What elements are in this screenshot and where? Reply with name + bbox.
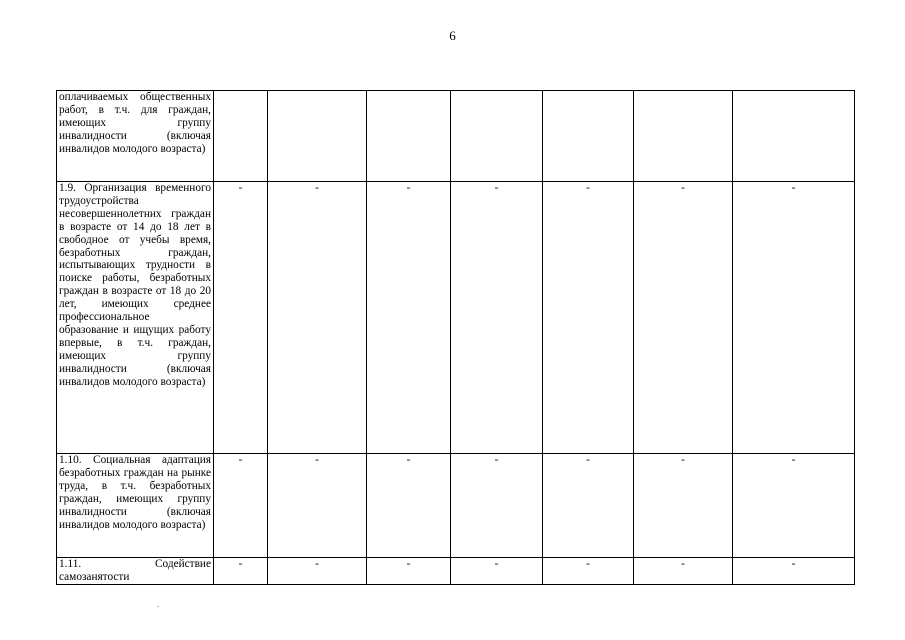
table-cell xyxy=(733,91,855,182)
table-cell: - xyxy=(634,182,733,454)
table-cell: - xyxy=(543,558,634,585)
row-label: 1.9. Организация временного трудоустройства несовершеннолетних граждан в возрасте от 14 до 18 лет в свободное от учебы время, безработных граждан, испытывающих трудности в поиске работы, безработных граждан в возрасте от 18 до 20 лет, имеющих среднее профессиональное образование и ищущих работу впервые, в т.ч. граждан, имеющих группу инвалидности (включая инвалидов молодого возраста) xyxy=(57,182,214,454)
measures-table xyxy=(56,90,855,585)
table-cell: - xyxy=(451,558,543,585)
table-cell: - xyxy=(451,182,543,454)
table-cell: - xyxy=(733,558,855,585)
scan-artifact xyxy=(157,606,159,607)
table-cell: - xyxy=(214,558,268,585)
table-row xyxy=(57,91,855,182)
table-cell: - xyxy=(543,454,634,558)
table-cell: - xyxy=(634,454,733,558)
table-cell: - xyxy=(214,454,268,558)
table-cell: - xyxy=(451,454,543,558)
table-cell: - xyxy=(634,558,733,585)
table-cell xyxy=(634,91,733,182)
table-cell: - xyxy=(543,182,634,454)
table-row xyxy=(57,182,855,454)
table-cell: - xyxy=(268,454,367,558)
page-number: 6 xyxy=(449,28,456,43)
table-cell: - xyxy=(367,454,451,558)
table-cell xyxy=(214,91,268,182)
table-cell: - xyxy=(214,182,268,454)
table-cell: - xyxy=(733,454,855,558)
table-cell xyxy=(543,91,634,182)
table-cell: - xyxy=(268,558,367,585)
table-cell: - xyxy=(367,558,451,585)
table-cell: - xyxy=(733,182,855,454)
row-label: 1.11. Содействие самозанятости xyxy=(57,558,214,585)
table-row xyxy=(57,558,855,585)
table-cell: - xyxy=(268,182,367,454)
table-cell xyxy=(367,91,451,182)
row-label: 1.10. Социальная адаптация безработных граждан на рынке труда, в т.ч. безработных граждан, имеющих группу инвалидности (включая инвалидов молодого возраста) xyxy=(57,454,214,558)
table-row xyxy=(57,454,855,558)
row-label: оплачиваемых общественных работ, в т.ч. для граждан, имеющих группу инвалидности (включая инвалидов молодого возраста) xyxy=(57,91,214,182)
table-cell xyxy=(268,91,367,182)
table-cell xyxy=(451,91,543,182)
table-cell: - xyxy=(367,182,451,454)
